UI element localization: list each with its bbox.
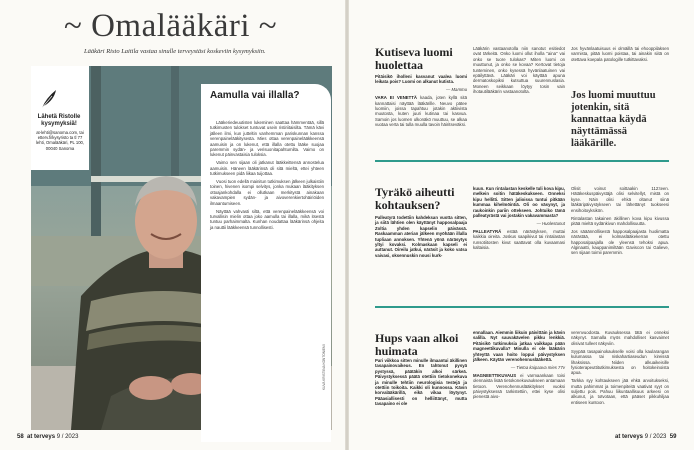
- mole-col3-text: Jos hyvänlaatuisuus ei olmäillä tai ehooppilaksen varmista, pitää luomi poistaa, tai ainakin siitä on otettava koepala patologille tutkittavaksi.: [571, 46, 669, 62]
- mole-signature: — Mammu: [445, 87, 467, 93]
- page-title: ~ Omalääkäri ~: [64, 8, 278, 44]
- feather-icon: [38, 88, 60, 110]
- article-dizziness-col1: [375, 358, 467, 409]
- contact-text: at-lehti@sanoma.com, tai etterv.fi/kysyristo ta tl 77 lehti, Omalääkäri, PL 100, 00040 Sanoma: [35, 130, 85, 151]
- qa-paragraph: Lääkeriedeuutisten lukeminen saattaa hämmentää, sillä tutkimusten tulokset tuntuvat usein ristiriitaisilta. Tämä kävi jälleen ilmi, kun jutteltin vanhemman pariskunnan kanssa verenpainelääkitysesta. Mies ottaa verenpainelääkkeensä aamuisin ja on lukenut, että illalla otettu lääke suojaa paremmin sydän- ja verisuonitapahtumilta. Vaimo on lukenut päinvastaisia tuloksia.: [210, 120, 324, 158]
- article-hernia-col1: [375, 215, 467, 261]
- article-title-dizziness: Hups vaan alkoi huimata: [375, 331, 459, 358]
- article-mole-col2: [473, 46, 565, 97]
- article-dizziness-col3: [571, 330, 669, 408]
- article-title-mole: Kutiseva luomi huolettaa: [375, 45, 453, 72]
- page-subtitle: Lääkäri Risto Laitila vastaa sinulle terveystäsi koskeviin kysymyksiin.: [84, 48, 266, 55]
- mole-question: Pitäisikö iholleni kasvanut vaalea luomi leikata pois? Luomi on alkanut kutista.: [375, 74, 467, 85]
- hernia-col3-text: Jos sääännöllisestä happosalpaajasta huolimatta närästää, ei kolmaslääkekerran otettu happosalpaajalla ole yleensä tehoksi apua. Alginaatti, kauppanimiltään Gaviscon tai Galieve, sen sijaan toimii paremmin.: [571, 228, 669, 256]
- folio-left: [17, 434, 78, 440]
- article-mole-col1: [375, 74, 467, 130]
- magazine-name: at terveys: [27, 434, 56, 440]
- dizziness-signature: — Tietoa kaipaava mies 77v: [510, 364, 565, 370]
- contact-heading: Lähetä Ristolle kysymyksiä!: [37, 114, 81, 127]
- dizziness-question-cont: ennallaan. Aiemmin liikuin päivittäin ja kävin salilla. Nyt sauvakävelen pikku lenkkiä. Pitäisikö tutkimuksia jatkaa vaikkapa pään magneettikuvalla? Minulla ei ole lääkärin yhteyttä vaan hoito loppui päivystyksen jälkeen. Käytän verenohennuslääkettä.: [473, 330, 565, 363]
- dizziness-col3-text: verenvuodosta. Kuvauksessa tätä ei onneksi näkynyt. Samalla myös mahdolliset kasvaimet olisivat tulleet näkyviin.: [571, 330, 669, 346]
- dizziness-col3-text: Tarkka syy kohtaukseen jää ehkä arvoitukseksi, mutta pahimmat ja toimenpiteitä vaativat syyt on suljettu pois. Pahuu liikuntaallisuus arkeesi on alkunut, ja totvotaan, että pääset pikkuhiljaa entiseen kuntoon.: [571, 378, 669, 405]
- hernia-signature: — Huolestunut: [536, 220, 565, 226]
- hernia-answer-lead: PALLEATYRÄ: [473, 228, 502, 234]
- hernia-answer: estää närästyksen, muttai kaikkia oireita. Joskus saapikivut tai rintalastan runsotiitosten kivut saattavat olla kuvaamasi kaltaisia.: [473, 228, 565, 251]
- article-hernia-col2: [473, 186, 565, 253]
- dizziness-col3-text: Syypää tasapainokaukselle voisi olla kaularangan kulumassa tai niskahartiaseudun kireissä lihaksissa. Niiden alkuaikeisille fysioterapeuttitutkimuksesta on hoitokeinoista apua.: [571, 348, 669, 376]
- issue-number: 9 / 2023: [56, 434, 79, 440]
- pull-quote: Jos luomi muuttuu jotenkin, sitä kannattaa käydä näyttämässä lääkärille.: [571, 90, 656, 149]
- mole-col2-text: Lääkärin vastaanotolla niin sanotut esitiedot ovat tärkeitä. Onko luomi ollut iholla "aina" vai onko se tuore tulokas? Miten luomi on muuttunut, ja onko se kovaa? Kertovat tietoja tunteminen, onko kysessä hyvänlaatuinen vai epäilyttävä. Lääkäri voi käyttää apuna dermatoskopiksi kutsuttua suurennuslasia. Moneen seikkaan löytyy tosin vain ihotautilääkärin vastaanotolta.: [473, 46, 565, 95]
- dizziness-answer-lead: MAGNEETTIKUVAUS: [473, 372, 517, 378]
- qa-paragraph: Näyttää vahvasti siltä, että verenpainelääkkeensä voi turvallisin mielin ottaa joko aamulla tai illalla, mikä itsestä tuntuu parhaimmalta. Kunhan noudattaa lääkärinsä ohjeita ja nauttii lääkkeensä tunnollisesti.: [210, 208, 324, 230]
- dizziness-answer: ei varmaankaan toisi olennaista lisää tietokonekuvaukseen antamaan tietoon. Verenohennuslääkitykset vuoksi päivystyksessä tarkistettiin, ettei kyse olisi pienestä aivo-: [473, 372, 565, 400]
- qa-paragraph: Vuosi tuon edellä mainitun tutkimuksen jälkeen julkaistiin toinen, hivenen isompi selvitys, jonka mukaan lääkityksen ottoajankohdalla ei ollutkaan merkitystä ainakaan vakavampien sydän- ja aivoverenkiertohäiriöiden ilmaantumiseen.: [210, 179, 324, 206]
- dizziness-question: Pari viikkoa sitten minulle ilmaantui äkillinen tasapainovaikeus. En tahtonut pysyä pystyssä, päätäkin alkoi särkeä. Päivystyksessä päätä otettiin tietokonekuva ja minulle tehtiin neurologisia testejä ja otettiin toikoita. Kaikki oli kunnossa. Kävin korvalääkärillä, eikä vikaa löytynyt. Pääasiallisesti on helliittänyt, mutta tasapaino ei ole: [375, 358, 467, 407]
- article-dizziness-col2: [473, 330, 565, 402]
- issue-number: 9 / 2023: [644, 434, 667, 440]
- photo-credit: KUVA KRISTIINA KONTONIEMI: [322, 344, 326, 390]
- magazine-name: at terveys: [615, 434, 644, 440]
- section-divider: [375, 306, 669, 308]
- article-mole-col3: [571, 46, 669, 65]
- article-title-hernia: Tyräkö aiheutti kohtauksen?: [375, 185, 455, 212]
- page-number: 59: [669, 434, 677, 440]
- qa-body: [210, 120, 324, 233]
- qa-title: Aamulla vai illalla?: [210, 90, 300, 101]
- article-hernia-col3: [571, 186, 669, 258]
- hernia-question-cont: kuun. Kun rintalastan keskelle tuli kova kipu, melkein soitin hätäkeskukseen. Onneksi kipu hellitti. Sitten jalioissa tuntui pitkään kummaa kihelmöintiä. Oli oo väsynyt, ja raukoinkin pariin ottekseen. Johtuiko tämä palleatyrästä vai jostakin vakavammasta?: [473, 186, 565, 219]
- section-divider: [375, 160, 669, 162]
- page-number: 58: [17, 434, 24, 440]
- hernia-col3-text: Rintalastan takainen äkillinen kova kipu kivussa pitää mieltä sydänkivun mahdollisuutta.: [571, 215, 669, 226]
- folio-right: [615, 434, 676, 440]
- mole-answer-lead: VARA EI VENETTÄ: [375, 95, 418, 101]
- qa-paragraph: Vaimo sen sijaan oli jatkanut lääkkeittensä annostelua aamuisin. Häneen lääkärinsä oli sitä mieltä, ettei yhteen tutkimukseen pidä liikaa tuijottaa.: [210, 160, 324, 177]
- hernia-question: Palleatyrä todettiin kahdeksan vuotta sitten, ja siitä lähtien olen käyttänyt happosalpaaja Zoltia yhden kapselin päivässä. Raskaamman aterian jälkeen myöhään illalla tupliaan annoksen. Yhtenä yönä näräsytys yltyi kovaksi. Kolmaskaan kapseli ei auttanut. Oireilu jatkui, näräsit ja koko vatsa vaivasi, oksennuskin nousi kurk-: [375, 215, 467, 258]
- mole-answer: kaada, joten kyllä sitä kannattaisi näyttää lääkärille. Neuvo pätee luomiin, joissa tapahtuu jotakin aktiivista muutosta, kuten juuri kutinaa tai kasvua. Samoin jos luomen ulkonäkö muuttuu, se alkaa vuotaa verta tai tulla muulla tavoin häiritseväksi.: [375, 95, 467, 128]
- hernia-col3-text: Olisit voinut soittaakin 112:teen. Hätäkeskuspäivystäjä olisi selvitellyt, mistä on kyse. Näin olisi ehkä oltanut siinä lääkäripäivystykseen tai lähettänyt tuokseesi ensihoitoyksikön.: [571, 186, 669, 213]
